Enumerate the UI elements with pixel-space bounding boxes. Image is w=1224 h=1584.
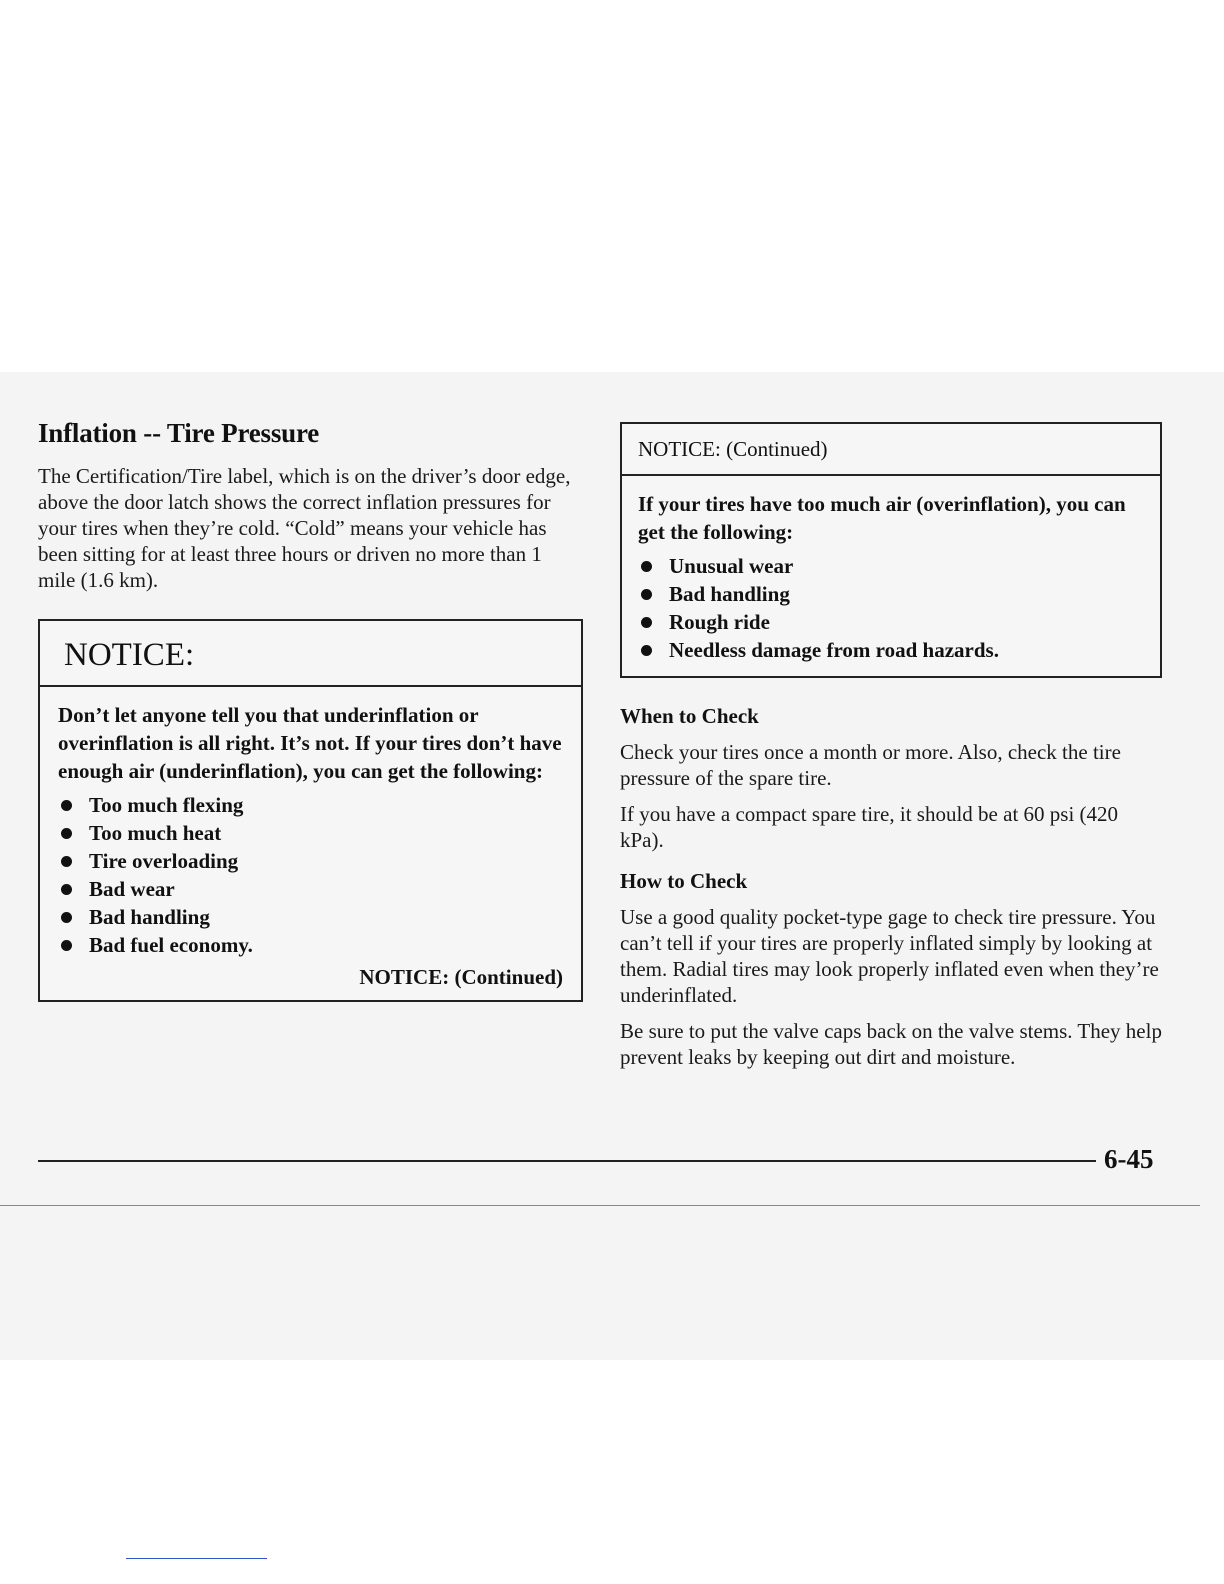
list-item: Bad wear — [58, 875, 563, 903]
list-item: Bad fuel economy. — [58, 931, 563, 959]
how-to-check-paragraph: Use a good quality pocket-type gage to check tire pressure. You can’t tell if your tires are properly inflated simply by looking at them. Radial tires may look properly inflated even when they’re underinflated. — [620, 905, 1159, 1007]
section-title: Inflation -- Tire Pressure — [38, 418, 320, 448]
spare-tire-paragraph: If you have a compact spare tire, it should be at 60 psi (420 kPa). — [620, 802, 1119, 852]
footer-rule — [38, 1160, 1096, 1162]
list-item: Too much heat — [58, 819, 563, 847]
notice-bullet-list — [638, 552, 1144, 664]
list-item: Bad handling — [58, 903, 563, 931]
footer-link-underline — [126, 1558, 267, 1559]
how-to-check-heading: How to Check — [620, 869, 748, 893]
list-item: Needless damage from road hazards. — [638, 636, 1144, 664]
notice-continued-label: NOTICE: (Continued) — [359, 965, 563, 989]
notice-body — [40, 687, 581, 1000]
right-column — [620, 422, 1162, 1070]
list-item: Bad handling — [638, 580, 1144, 608]
how-to-check-section — [620, 869, 1162, 1070]
when-to-check-heading: When to Check — [620, 704, 759, 728]
notice-box-overinflation — [620, 422, 1162, 678]
intro-paragraph: The Certification/Tire label, which is on the driver’s door edge, above the door latch shows the correct inflation pressures for your tires when they’re cold. “Cold” means your vehicle has been sitting for at least three hours or driven no more than 1 mile (1.6 km). — [38, 464, 571, 592]
when-to-check-paragraph: Check your tires once a month or more. Also, check the tire pressure of the spare tire. — [620, 740, 1121, 790]
list-item: Unusual wear — [638, 552, 1144, 580]
notice-bullet-list — [58, 791, 563, 959]
list-item: Tire overloading — [58, 847, 563, 875]
notice-body — [622, 476, 1160, 676]
notice-lead-text: If your tires have too much air (overinflation), you can get the following: — [638, 492, 1126, 544]
left-column — [38, 418, 583, 1002]
when-to-check-section — [620, 704, 1162, 853]
notice-heading: NOTICE: — [40, 621, 581, 687]
notice-continued-heading: NOTICE: (Continued) — [622, 424, 1160, 476]
list-item: Rough ride — [638, 608, 1144, 636]
notice-box-underinflation — [38, 619, 583, 1002]
page-number: 6-45 — [1104, 1144, 1154, 1174]
notice-lead-text: Don’t let anyone tell you that underinflation or overinflation is all right. It’s not. If your tires don’t have enough air (underinflation), you can get the following: — [58, 703, 562, 783]
valve-caps-paragraph: Be sure to put the valve caps back on the valve stems. They help prevent leaks by keeping out dirt and moisture. — [620, 1019, 1162, 1069]
page-bottom-divider — [0, 1205, 1200, 1206]
list-item: Too much flexing — [58, 791, 563, 819]
